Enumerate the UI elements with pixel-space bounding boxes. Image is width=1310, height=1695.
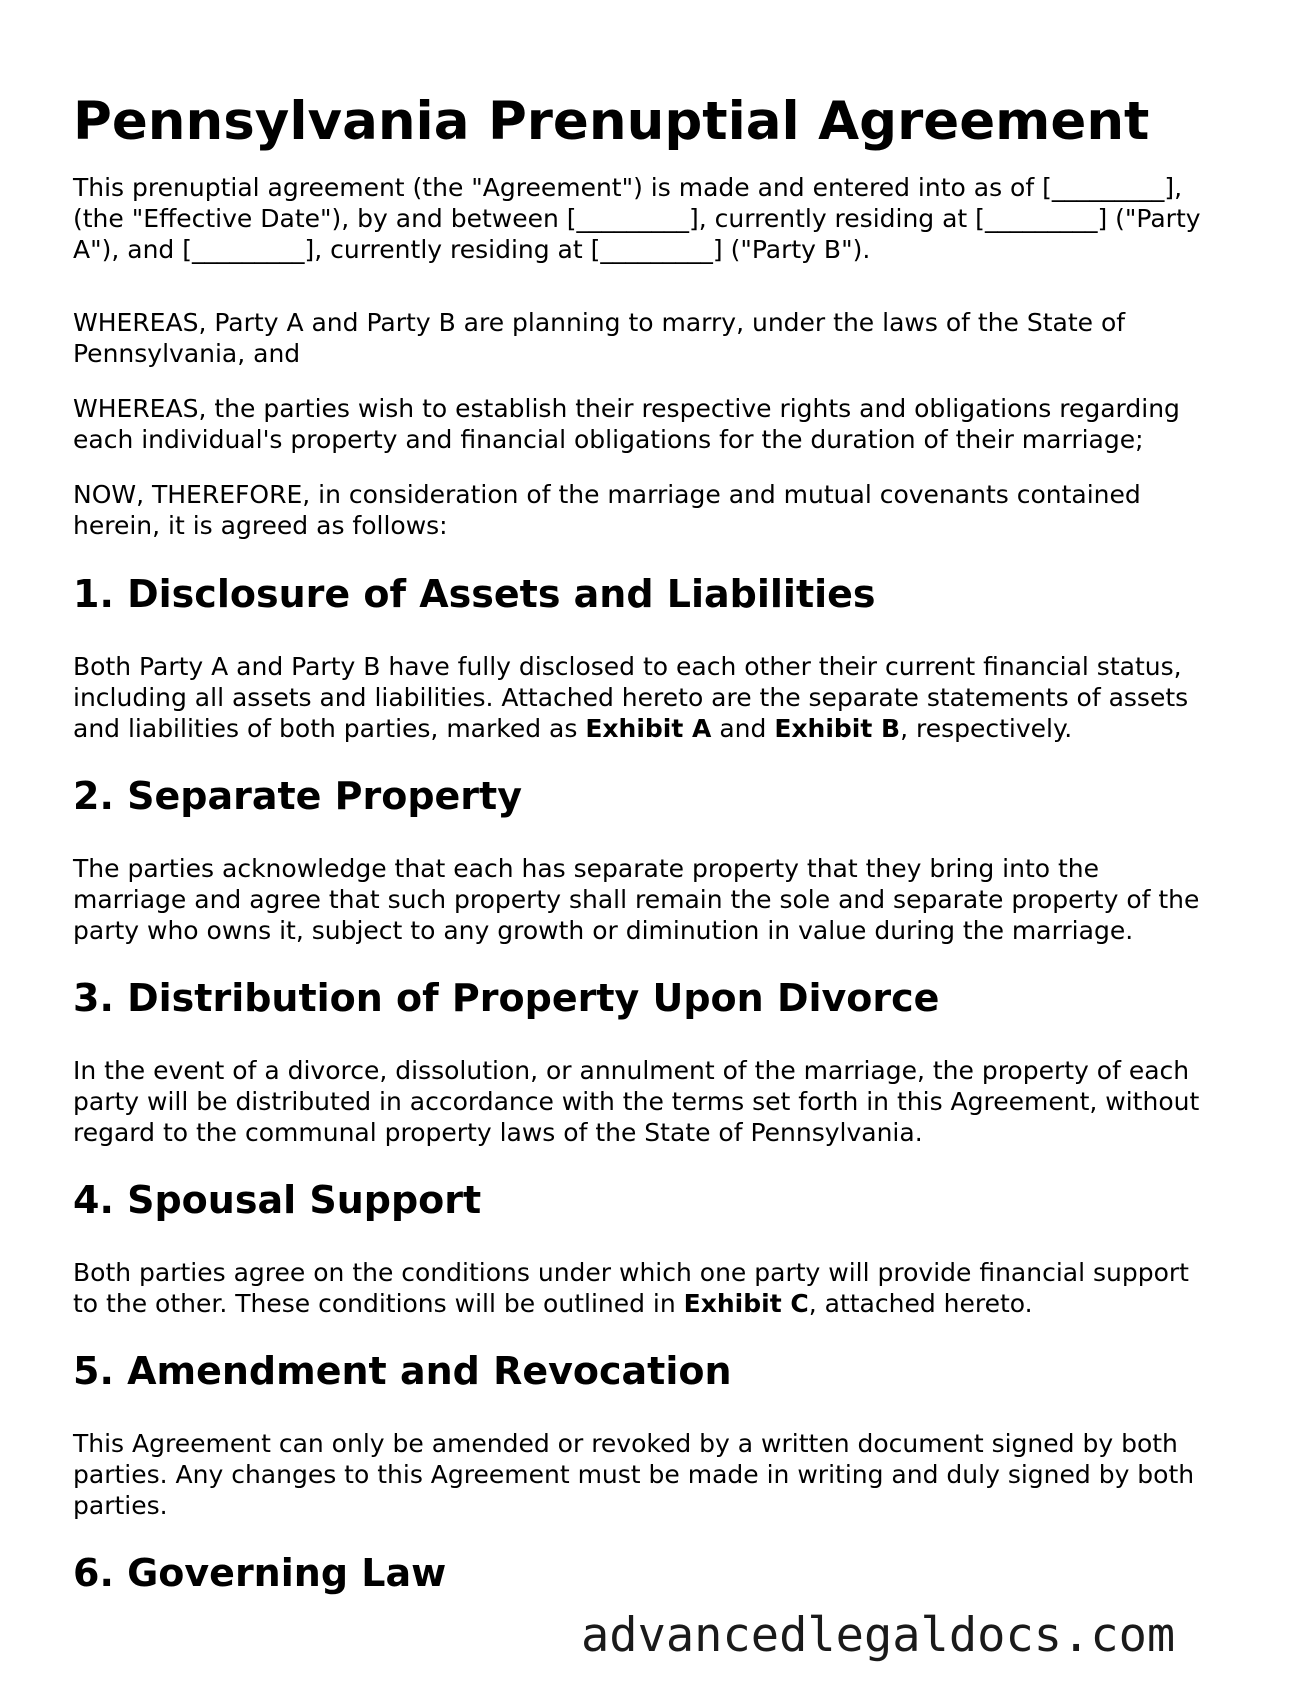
- intro-line-3: A"), and [_________], currently residing at [_________] ("Party B").: [73, 235, 871, 264]
- section-heading-4: 4. Spousal Support: [73, 1178, 482, 1222]
- section-heading-5: 5. Amendment and Revocation: [73, 1349, 732, 1393]
- document-title: Pennsylvania Prenuptial Agreement: [73, 91, 1150, 152]
- whereas-paragraph-1: [73, 307, 1248, 369]
- section-1-line-3-end: , respectively.: [900, 714, 1073, 743]
- now-therefore-line-1: NOW, THEREFORE, in consideration of the marriage and mutual covenants contained: [73, 480, 1141, 509]
- whereas-2-line-1: WHEREAS, the parties wish to establish their respective rights and obligations regarding: [73, 394, 1180, 423]
- section-5-line-1: This Agreement can only be amended or revoked by a written document signed by both: [73, 1429, 1178, 1458]
- intro-paragraph: [73, 172, 1248, 265]
- section-4-line-2: [73, 1289, 1033, 1318]
- section-1-line-3-and: and: [711, 714, 775, 743]
- section-2-line-3: party who owns it, subject to any growth or diminution in value during the marriage.: [73, 916, 1134, 945]
- section-1-body: [73, 651, 1248, 744]
- whereas-1-line-2: Pennsylvania, and: [73, 339, 301, 368]
- section-4-line-2-end: , attached hereto.: [808, 1289, 1033, 1318]
- exhibit-b-reference: Exhibit B: [774, 714, 901, 743]
- section-heading-2: 2. Separate Property: [73, 774, 522, 818]
- section-5-line-3: parties.: [73, 1491, 168, 1520]
- section-1-line-3-text: and liabilities of both parties, marked as: [73, 714, 586, 743]
- section-2-line-1: The parties acknowledge that each has separate property that they bring into the: [73, 854, 1100, 883]
- section-5-line-2: parties. Any changes to this Agreement must be made in writing and duly signed by both: [73, 1460, 1195, 1489]
- section-1-line-3: [73, 714, 1072, 743]
- now-therefore-paragraph: [73, 479, 1248, 541]
- intro-line-2: (the "Effective Date"), by and between [_________], currently residing at [_________] ("Party: [73, 204, 1201, 233]
- section-1-line-2: including all assets and liabilities. Attached hereto are the separate statements of assets: [73, 683, 1189, 712]
- exhibit-c-reference: Exhibit C: [683, 1289, 809, 1318]
- section-4-line-1: Both parties agree on the conditions under which one party will provide financial support: [73, 1258, 1189, 1287]
- section-3-line-3: regard to the communal property laws of the State of Pennsylvania.: [73, 1118, 923, 1147]
- section-heading-6: 6. Governing Law: [73, 1551, 447, 1595]
- section-2-line-2: marriage and agree that such property shall remain the sole and separate property of the: [73, 885, 1200, 914]
- exhibit-a-reference: Exhibit A: [585, 714, 712, 743]
- whereas-1-line-1: WHEREAS, Party A and Party B are planning to marry, under the laws of the State of: [73, 308, 1126, 337]
- whereas-paragraph-2: [73, 393, 1248, 455]
- section-4-line-2-text: to the other. These conditions will be outlined in: [73, 1289, 684, 1318]
- whereas-2-line-2: each individual's property and financial obligations for the duration of their marriage;: [73, 425, 1144, 454]
- section-3-body: [73, 1055, 1248, 1148]
- section-2-body: [73, 853, 1248, 946]
- section-1-line-1: Both Party A and Party B have fully disclosed to each other their current financial status,: [73, 652, 1182, 681]
- section-5-body: [73, 1428, 1248, 1521]
- section-3-line-2: party will be distributed in accordance with the terms set forth in this Agreement, without: [73, 1087, 1200, 1116]
- section-heading-3: 3. Distribution of Property Upon Divorce: [73, 976, 940, 1020]
- watermark-text: advancedlegaldocs.com: [581, 1608, 1176, 1663]
- section-heading-1: 1. Disclosure of Assets and Liabilities: [73, 572, 876, 616]
- intro-line-1: This prenuptial agreement (the "Agreement") is made and entered into as of [_________],: [73, 173, 1183, 202]
- section-3-line-1: In the event of a divorce, dissolution, or annulment of the marriage, the property of each: [73, 1056, 1190, 1085]
- now-therefore-line-2: herein, it is agreed as follows:: [73, 511, 448, 540]
- section-4-body: [73, 1257, 1248, 1319]
